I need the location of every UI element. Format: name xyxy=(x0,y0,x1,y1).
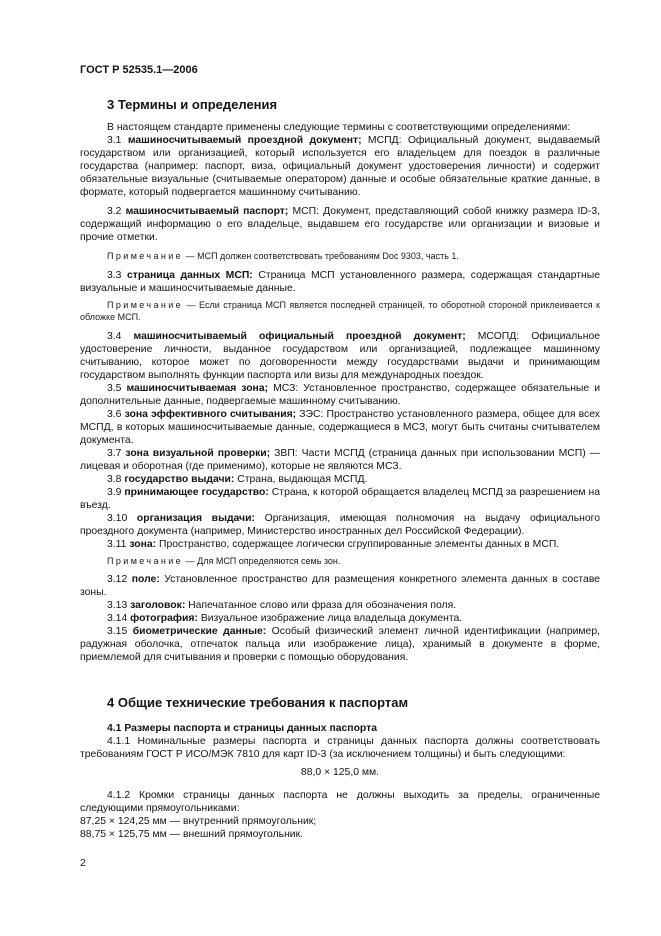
term-3-15: 3.15 биометрические данные: Особый физический элемент личной идентификации (например, радужная оболочка, отпечаток пальца или изображение лица), хранимый в документе в форме, приемлемой для считывания и проверки с помощью оборудования. xyxy=(80,626,600,663)
note-2: Примечание — Если страница МСП является последней страницей, то оборотной стороной приклеивается к обложке МСП. xyxy=(80,299,600,322)
term-3-12: 3.12 поле: Установленное пространство для размещения конкретного элемента данных в составе зоны. xyxy=(80,574,601,598)
note-1: Примечание — МСП должен соответствовать требованиям Doc 9303, часть 1. xyxy=(107,251,459,261)
document-header: ГОСТ Р 52535.1—2006 xyxy=(80,64,198,76)
subsection-4-1-title: 4.1 Размеры паспорта и страницы данных паспорта xyxy=(107,723,378,734)
term-3-6: 3.6 зона эффективного считывания; ЗЭС: Пространство установленного размера, общее для всех МСПД, в которых машиносчитываемые данные, содержащиеся в МСЗ, могут быть считаны считывателем документа. xyxy=(80,408,600,446)
intro-paragraph: В настоящем стандарте применены следующие термины с соответствующими определениями: xyxy=(107,122,571,133)
term-3-8: 3.8 государство выдачи: Страна, выдающая МСПД. xyxy=(107,473,368,485)
section-4-title: 4 Общие технические требования к паспортам xyxy=(107,695,409,710)
inner-rectangle-line: 87,25 × 124,25 мм — внутренний прямоугольник; xyxy=(80,816,317,827)
section-3-title: 3 Термины и определения xyxy=(107,97,278,112)
dimension-formula: 88,0 × 125,0 мм. xyxy=(300,767,380,778)
term-3-10: 3.10 организация выдачи: Организация, имеющая полномочия на выдачу официального проездного документа (например, Министерство иностранных дел Российской Федерации). xyxy=(80,512,601,537)
term-3-4: 3.4 машиносчитываемый официальный проездной документ; МСОПД: Официальное удостоверение личности, выданное государством или организацией, подлежащее машинному считыванию, которое может по договоренности между государствами выдачи и принимающим государством выполнять функции паспорта или визы для международных поездок. xyxy=(80,330,601,381)
paragraph-4-1-1: 4.1.1 Номинальные размеры паспорта и страницы данных паспорта должны соответствовать требованиям ГОСТ Р ИСО/МЭК 7810 для карт ID-3 (за исключением толщины) и быть следующими: xyxy=(80,736,600,760)
page-number: 2 xyxy=(80,858,86,869)
outer-rectangle-line: 88,75 × 125,75 мм — внешний прямоугольник. xyxy=(80,829,304,840)
paragraph-4-1-2: 4.1.2 Кромки страницы данных паспорта не должны выходить за пределы, ограниченные следующими прямоугольниками: xyxy=(80,790,600,814)
term-3-11: 3.11 зона: Пространство, содержащее логически сгруппированные элементы данных в МСП. xyxy=(107,538,560,550)
note-3: Примечание — Для МСП определяются семь зон. xyxy=(107,555,341,566)
term-3-9: 3.9 принимающее государство: Страна, к которой обращается владелец МСПД за разрешением на въезд. xyxy=(80,486,600,511)
term-3-2: 3.2 машиносчитываемый паспорт; МСП: Документ, представляющий собой книжку размера ID-3, содержащий информацию о его владельце, выдавшем его государстве или организации и визовые и прочие отметки. xyxy=(80,206,600,243)
term-3-1: 3.1 машиносчитываемый проездной документ; МСПД: Официальный документ, выдаваемый государством или организацией, который используется его владельцем для поездок в различные государства (например: паспорт, виза, официальный документ удостоверения личности) и содержит обязательные визуальные (считываемые оператором) данные и особые обязательные краткие данные, в формате, который подвергается машинному считыванию. xyxy=(80,135,600,198)
term-3-13: 3.13 заголовок: Напечатанное слово или фраза для обозначения поля. xyxy=(107,600,457,611)
term-3-5: 3.5 машиносчитываемая зона; МСЗ: Установленное пространство, содержащее обязательные и дополнительные данные, подвергаемые машинному считыванию. xyxy=(80,382,600,407)
section-4-body xyxy=(80,722,600,841)
section-3-body xyxy=(80,121,600,664)
term-3-7: 3.7 зона визуальной проверки; ЗВП: Части МСПД (страница данных при использовании МСП) — лицевая и оборотная (где применимо), которые не являются МСЗ. xyxy=(80,447,601,472)
term-3-3: 3.3 страница данных МСП: Страница МСП установленного размера, содержащая стандартные визуальные и машиносчитываемые данные. xyxy=(80,269,601,294)
term-3-14: 3.14 фотография: Визуальное изображение лица владельца документа. xyxy=(107,613,463,624)
